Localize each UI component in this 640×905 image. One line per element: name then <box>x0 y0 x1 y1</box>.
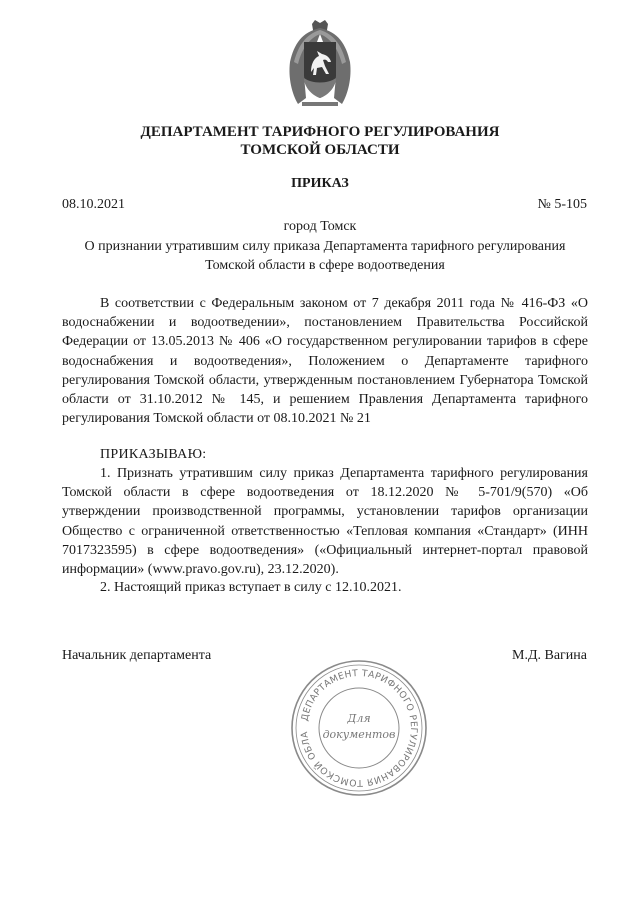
stamp-ring-text: ДЕПАРТАМЕНТ ТАРИФНОГО РЕГУЛИРОВАНИЯ ТОМСКОЙ ОБЛА <box>299 667 420 789</box>
official-stamp <box>289 658 429 798</box>
department-name-line1: ДЕПАРТАМЕНТ ТАРИФНОГО РЕГУЛИРОВАНИЯ <box>140 124 500 140</box>
round-seal-icon <box>289 658 429 798</box>
stamp-center-line2: документов <box>322 728 396 741</box>
coat-of-arms-emblem <box>284 18 356 110</box>
document-number: № 5-105 <box>537 197 587 212</box>
order-keyword: ПРИКАЗЫВАЮ: <box>100 447 207 462</box>
tomsk-coat-of-arms-icon <box>284 18 356 110</box>
document-city: город Томск <box>283 219 357 234</box>
preamble-paragraph: В соответствии с Федеральным законом от 7 декабря 2011 года № 416-ФЗ «О водоснабжении и водоотведении», постановлением Правительства Российской Федерации от 13.05.2013 № 406 «О государственном регулировании тарифов в сфере водоснабжения и водоотведения», Положением о Департаменте тарифного регулирования Томской области, утвержденным постановлением Губернатора Томской области от 31.10.2012 № 145, и решением Правления Департамента тарифного регулирования Томской области от 08.10.2021 № 21 <box>62 296 588 427</box>
department-name-line2: ТОМСКОЙ ОБЛАСТИ <box>240 142 400 158</box>
order-item-1: 1. Признать утратившим силу приказ Департамента тарифного регулирования Томской области в сфере водоотведения от 18.12.2020 № 5-701/9(570) «Об утверждении производственной программы, установлении тарифов организации Общество с ограниченной ответственностью «Тепловая компания «Стандарт» (ИНН 7017323595) в сфере водоотведения» («Официальный интернет-портал правовой информации» (www.pravo.gov.ru), 23.12.2020). <box>62 466 588 578</box>
document-date: 08.10.2021 <box>62 197 125 212</box>
document-subject: О признании утратившим силу приказа Департамента тарифного регулирования Томской области в сфере водоотведения <box>84 239 566 273</box>
order-item-2: 2. Настоящий приказ вступает в силу с 12.10.2021. <box>100 580 402 595</box>
signatory-title: Начальник департамента <box>62 648 212 663</box>
stamp-center-line1: Для <box>347 712 371 725</box>
signatory-name: М.Д. Вагина <box>512 648 587 663</box>
document-type-title: ПРИКАЗ <box>291 176 349 191</box>
